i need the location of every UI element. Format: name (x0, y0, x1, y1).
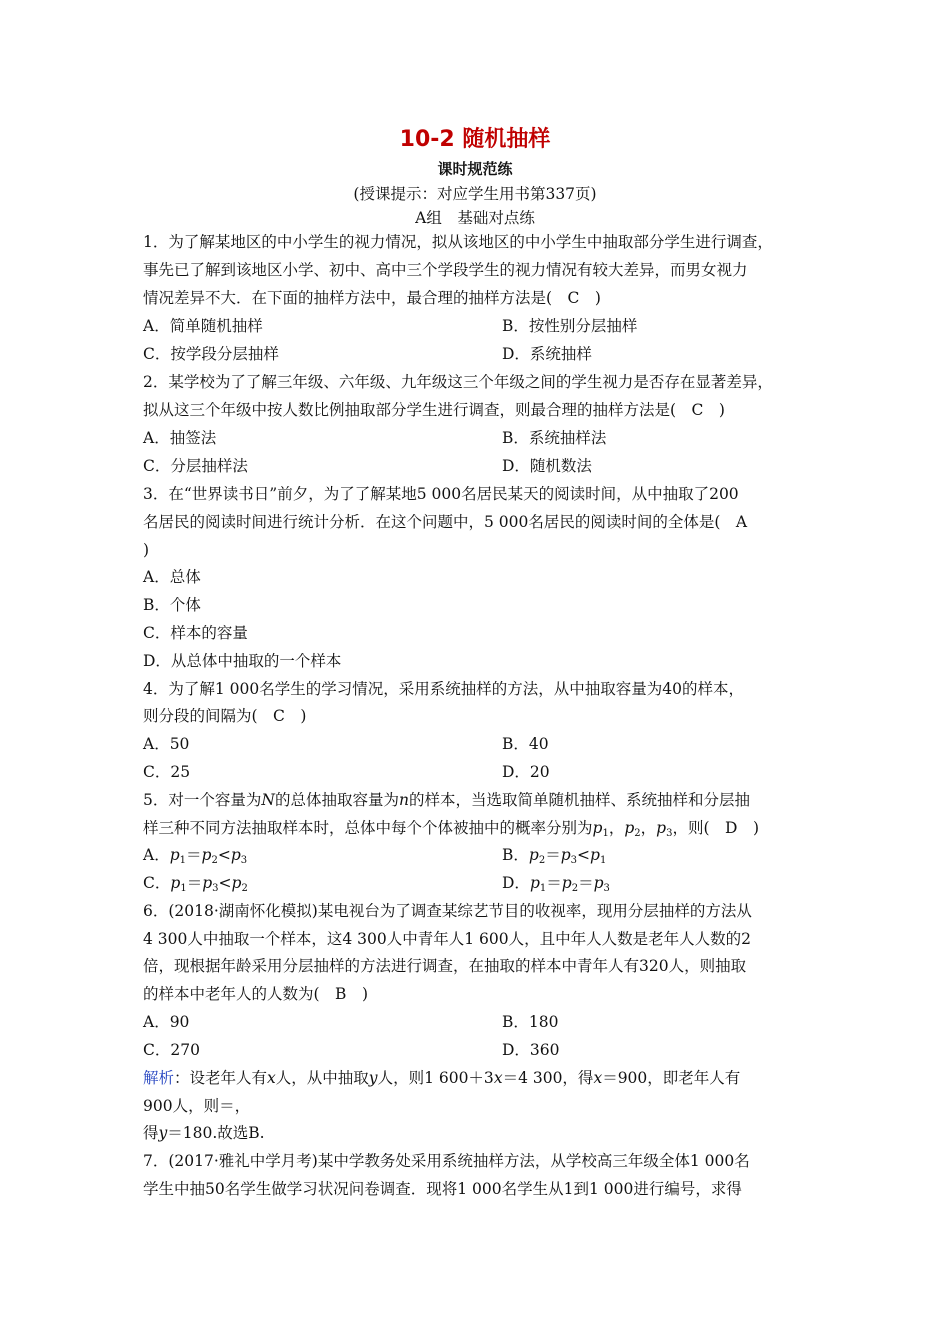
q4-stem-line-2: 则分段的间隔为( C ) (143, 707, 307, 725)
q5-a-p: p (230, 846, 241, 864)
q5-a-eq: ＝ (186, 846, 202, 864)
q3-option-a: A．总体 (143, 568, 201, 586)
q5-p1-sub: 1 (602, 828, 609, 839)
q1-option-b: B．按性别分层抽样 (502, 317, 638, 335)
page-subtitle: 课时规范练 (437, 160, 513, 178)
q5-d-sub: 1 (539, 883, 547, 894)
q6-option-c: C．270 (143, 1041, 200, 1059)
q5-b-sub: 2 (538, 855, 546, 866)
q2-stem-line-1: 2．某学校为了了解三年级、六年级、九年级这三个年级之间的学生视力是否存在显著差异， (143, 373, 773, 391)
q5-b-p: p (560, 846, 571, 864)
analysis-text: ：设老年人有 (174, 1069, 268, 1087)
var-y: y (368, 1069, 378, 1087)
q5-text-2b: ，则( D ) (672, 819, 760, 837)
q2-stem-line-2: 拟从这三个年级中按人数比例抽取部分学生进行调查，则最合理的抽样方法是( C ) (143, 401, 725, 419)
q5-a-sub: 1 (179, 855, 187, 866)
q4-option-c: C．25 (143, 763, 191, 781)
textbook-hint: (授课提示：对应学生用书第337页) (353, 185, 597, 203)
q2-option-b: B．系统抽样法 (502, 429, 607, 447)
analysis-text: 人，从中抽取 (275, 1069, 369, 1087)
q5-d-eq: ＝ (578, 874, 594, 892)
q5-text-1a: 5．对一个容量为 (143, 791, 262, 809)
q5-p3: p (656, 819, 667, 837)
q5-a-sub: 2 (211, 855, 218, 866)
q6-stem-line-3: 倍，现根据年龄采用分层抽样的方法进行调查，在抽取的样本中青年人有320人，则抽取 (143, 957, 747, 975)
q5-stem-line-2 (143, 818, 759, 844)
q4-stem-line-1: 4．为了解1 000名学生的学习情况，采用系统抽样的方法，从中抽取容量为40的样本， (143, 680, 744, 698)
q5-b-eq: ＝ (545, 846, 561, 864)
var-x: x (267, 1069, 276, 1087)
analysis-text: ＝4 300，得 (502, 1069, 594, 1087)
q3-stem-line-1: 3．在“世界读书日”前夕，为了了解某地5 000名居民某天的阅读时间，从中抽取了200 (143, 485, 739, 503)
group-heading: A组 基础对点练 (415, 209, 535, 227)
q5-text-2a: 样三种不同方法抽取样本时，总体中每个个体被抽中的概率分别为 (143, 819, 593, 837)
q5-a-lt: < (217, 846, 231, 864)
q6-option-d: D．360 (502, 1041, 560, 1059)
q5-c-sub: 1 (180, 883, 187, 894)
q2-option-c: C．分层抽样法 (143, 457, 248, 475)
q5-p3-sub: 3 (666, 828, 673, 839)
var-x: x (493, 1069, 503, 1087)
q5-d-sub: 3 (603, 883, 610, 894)
q5-option-c-label: C． (143, 874, 171, 892)
q5-b-sub: 3 (570, 855, 578, 866)
q5-var-n: n (398, 791, 409, 809)
q2-option-d: D．随机数法 (502, 457, 592, 475)
q5-sep-1: ， (608, 819, 625, 837)
q5-option-a-label: A． (143, 846, 170, 864)
q6-stem-line-1: 6．(2018·湖南怀化模拟)某电视台为了调查某综艺节目的收视率，现用分层抽样的方法从 (143, 902, 752, 920)
q7-stem-line-1: 7．(2017·雅礼中学月考)某中学教务处采用系统抽样方法，从学校高三年级全体1 000名 (143, 1152, 750, 1170)
q5-c-p: p (202, 874, 213, 892)
q5-option-d-label: D． (502, 874, 530, 892)
q5-text-1b: 的总体抽取容量为 (274, 791, 399, 809)
q5-a-p: p (201, 846, 212, 864)
q5-a-p: p (169, 846, 180, 864)
q5-stem-line-1 (143, 790, 750, 810)
analysis-label: 解析 (143, 1069, 175, 1087)
q5-option-d (502, 873, 610, 899)
q5-c-p: p (231, 874, 242, 892)
q3-option-d: D．从总体中抽取的一个样本 (143, 652, 342, 670)
page-title: 10-2 随机抽样 (399, 127, 551, 152)
q3-option-c: C．样本的容量 (143, 624, 248, 642)
q4-option-d: D．20 (502, 763, 550, 781)
q5-b-lt: < (577, 846, 591, 864)
q5-c-eq: ＝ (186, 874, 203, 892)
analysis-text: ＝900，即老年人有 (602, 1069, 741, 1087)
q5-d-eq: ＝ (546, 874, 562, 892)
q5-c-sub: 3 (212, 883, 219, 894)
q5-c-sub: 2 (241, 883, 248, 894)
q6-option-b: B．180 (502, 1013, 559, 1031)
analysis-text: 得 (143, 1124, 159, 1142)
q6-analysis-line-2: 900人，则＝， (143, 1097, 251, 1115)
q6-analysis-line-1 (143, 1068, 740, 1088)
q5-c-p: p (170, 874, 181, 892)
q5-a-sub: 3 (240, 855, 248, 866)
var-y: y (158, 1124, 168, 1142)
q5-var-N: N (261, 791, 275, 809)
q1-stem-line-2: 事先已了解到该地区小学、初中、高中三个学段学生的视力情况有较大差异，而男女视力 (143, 261, 748, 279)
q5-d-p: p (529, 874, 540, 892)
q1-stem-line-3: 情况差异不大．在下面的抽样方法中，最合理的抽样方法是( C ) (143, 289, 601, 307)
q5-b-sub: 1 (599, 855, 607, 866)
q6-option-a: A．90 (143, 1013, 190, 1031)
q4-option-b: B．40 (502, 735, 549, 753)
q1-option-a: A．简单随机抽样 (143, 317, 263, 335)
q3-option-b: B．个体 (143, 596, 201, 614)
analysis-text: ＝180.故选B. (167, 1124, 265, 1142)
q1-stem-line-1: 1．为了解某地区的中小学生的视力情况，拟从该地区的中小学生中抽取部分学生进行调查， (143, 233, 773, 251)
q5-d-p: p (593, 874, 604, 892)
q6-stem-line-4: 的样本中老年人的人数为( B ) (143, 985, 368, 1003)
q6-analysis-line-3 (143, 1123, 265, 1143)
q4-option-a: A．50 (143, 735, 190, 753)
q3-stem-line-2: 名居民的阅读时间进行统计分析．在这个问题中，5 000名居民的阅读时间的全体是( A (143, 513, 748, 531)
q5-sep-2: ， (640, 819, 657, 837)
q5-option-b-label: B． (502, 846, 529, 864)
q5-option-b (502, 845, 606, 871)
q5-text-1c: 的样本，当选取简单随机抽样、系统抽样和分层抽 (408, 791, 750, 809)
q2-option-a: A．抽签法 (143, 429, 217, 447)
q3-stem-line-3: ) (143, 541, 150, 559)
q5-option-a (143, 845, 247, 871)
analysis-text: 人，则1 600＋3 (377, 1069, 494, 1087)
q5-d-p: p (561, 874, 572, 892)
q5-b-p: p (590, 846, 600, 864)
q1-option-c: C．按学段分层抽样 (143, 345, 279, 363)
q5-option-c (143, 873, 248, 899)
q5-b-p: p (528, 846, 539, 864)
q5-d-sub: 2 (571, 883, 579, 894)
q5-p1: p (592, 819, 603, 837)
q5-p2: p (624, 819, 635, 837)
q5-c-lt: < (218, 874, 232, 892)
q6-stem-line-2: 4 300人中抽取一个样本，这4 300人中青年人1 600人，且中年人人数是老年人人数的2 (143, 930, 751, 948)
q1-option-d: D．系统抽样 (502, 345, 592, 363)
q5-p2-sub: 2 (634, 828, 641, 839)
q7-stem-line-2: 学生中抽50名学生做学习状况问卷调查．现将1 000名学生从1到1 000进行编号，求得 (143, 1180, 742, 1198)
var-x: x (593, 1069, 603, 1087)
